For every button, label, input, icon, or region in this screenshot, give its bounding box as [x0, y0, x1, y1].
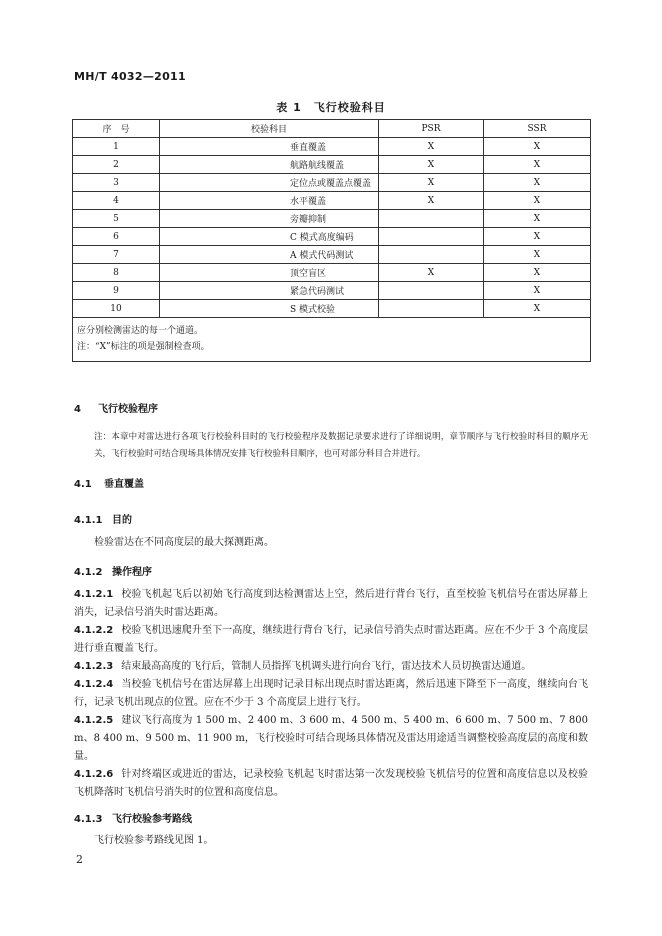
paragraph-text: 校验飞机起飞后以初始飞行高度到达检测雷达上空，然后进行背台飞行，直至校验飞机信号在雷达屏幕上消失，记录信号消失时雷达距离。: [74, 589, 588, 618]
section-4-note: 注：本章中对雷达进行各项飞行校验科目时的飞行校验程序及数据记录要求进行了详细说明，章节顺序与飞行校验时科目的顺序无关，飞行校验时可结合现场具体情况安排飞行校验科目顺序，也可对部分科目合并进行。: [94, 432, 588, 459]
table-row: [73, 282, 591, 300]
table-note-1: 应分别检测雷达的每一个通道。: [77, 326, 204, 336]
table-note-2: 注：“X”标注的项是强制检查项。: [77, 342, 210, 352]
row-subject: C 模式高度编码: [160, 228, 379, 246]
table-row: [73, 138, 591, 156]
row-psr: X: [379, 264, 484, 282]
paragraph-text: 当校验飞机信号在雷达屏幕上出现时记录目标出现点时雷达距离，然后迅速下降至下一高度，继续向台飞行，记录飞机出现点的位置。应在不少于 3 个高度层上进行飞行。: [74, 679, 588, 708]
section-4-1-heading: [74, 475, 144, 490]
row-psr: [379, 282, 484, 300]
row-psr: [379, 210, 484, 228]
row-psr: [379, 246, 484, 264]
row-ssr: X: [484, 210, 591, 228]
row-no: 10: [73, 300, 160, 318]
row-subject: 顶空盲区: [160, 264, 379, 282]
paragraph-number: 4.1.2.3: [74, 661, 114, 672]
row-no: 9: [73, 282, 160, 300]
table-row: [73, 192, 591, 210]
paragraph-4-1-2-6: [74, 766, 588, 802]
section-4-1-1-text: 检验雷达在不同高度层的最大探测距离。: [94, 537, 274, 548]
paragraph-4-1-2-5: [74, 712, 588, 766]
table-row: [73, 264, 591, 282]
row-subject: 水平覆盖: [160, 192, 379, 210]
row-ssr: X: [484, 138, 591, 156]
row-ssr: X: [484, 282, 591, 300]
table-row: [73, 156, 591, 174]
table-header-row: [73, 120, 591, 138]
header-subject: 校验科目: [160, 120, 379, 138]
paragraph-text: 结束最高高度的飞行后，管制人员指挥飞机调头进行向台飞行，雷达技术人员切换雷达通道。: [121, 661, 532, 672]
row-no: 3: [73, 174, 160, 192]
doc-code: MH/T 4032—2011: [74, 70, 186, 83]
paragraph-number: 4.1.2.4: [74, 679, 114, 690]
row-psr: [379, 228, 484, 246]
table-row: [73, 246, 591, 264]
row-no: 7: [73, 246, 160, 264]
section-4-1-2-title: 操作程序: [112, 567, 152, 578]
table-notes-row: [73, 318, 591, 362]
section-4-1-2-number: 4.1.2: [74, 567, 103, 578]
section-4-1-1-title: 目的: [112, 515, 132, 526]
row-subject: 定位点或覆盖点覆盖: [160, 174, 379, 192]
section-4-1-3-heading: [74, 810, 192, 825]
row-no: 4: [73, 192, 160, 210]
row-psr: X: [379, 156, 484, 174]
row-no: 6: [73, 228, 160, 246]
paragraph-text: 针对终端区或进近的雷达，记录校验飞机起飞时雷达第一次发现校验飞机信号的位置和高度信息以及校验飞机降落时飞机信号消失时的位置和高度信息。: [74, 769, 588, 798]
paragraph-number: 4.1.2.1: [74, 589, 114, 600]
paragraph-4-1-2-2: [74, 622, 588, 658]
page-number: 2: [76, 853, 83, 866]
paragraph-text: 校验飞机迅速爬升至下一高度，继续进行背台飞行，记录信号消失点时雷达距离。应在不少于 3 个高度层进行垂直覆盖飞行。: [74, 625, 588, 654]
row-ssr: X: [484, 264, 591, 282]
paragraph-number: 4.1.2.2: [74, 625, 114, 636]
row-no: 2: [73, 156, 160, 174]
row-psr: [379, 300, 484, 318]
row-psr: X: [379, 192, 484, 210]
paragraph-text: 建议飞行高度为 1 500 m、2 400 m、3 600 m、4 500 m、5 400 m、6 600 m、7 500 m、7 800 m、8 400 m、9 500 m、11 900 m，飞行校验时可结合现场具体情况及雷达用途适当调整校验高度层的高度和数量。: [74, 715, 588, 762]
section-4-title: 飞行校验程序: [98, 404, 158, 415]
row-no: 1: [73, 138, 160, 156]
paragraph-4-1-2-3: [74, 658, 588, 676]
row-subject: A 模式代码测试: [160, 246, 379, 264]
section-4-1-2-heading: [74, 563, 152, 578]
section-4-1-3-number: 4.1.3: [74, 814, 103, 825]
row-subject: S 模式校验: [160, 300, 379, 318]
row-ssr: X: [484, 156, 591, 174]
header-no: 序 号: [73, 120, 160, 138]
section-4-1-3-title: 飞行校验参考路线: [112, 814, 192, 825]
row-ssr: X: [484, 300, 591, 318]
row-subject: 垂直覆盖: [160, 138, 379, 156]
section-4-1-title: 垂直覆盖: [104, 479, 144, 490]
row-ssr: X: [484, 174, 591, 192]
flight-check-items-table: [72, 119, 591, 362]
section-4-number: 4: [74, 404, 81, 415]
paragraph-4-1-2-4: [74, 676, 588, 712]
header-psr: PSR: [379, 120, 484, 138]
row-no: 8: [73, 264, 160, 282]
row-subject: 旁瓣抑制: [160, 210, 379, 228]
row-ssr: X: [484, 246, 591, 264]
section-4-1-1-heading: [74, 511, 132, 526]
section-4-1-3-text: 飞行校验参考路线见图 1。: [94, 835, 214, 846]
section-4-heading: [74, 400, 158, 415]
table-row: [73, 210, 591, 228]
paragraph-number: 4.1.2.5: [74, 715, 114, 726]
section-4-1-number: 4.1: [74, 479, 92, 490]
header-ssr: SSR: [484, 120, 591, 138]
paragraph-number: 4.1.2.6: [74, 769, 114, 780]
table-row: [73, 228, 591, 246]
row-no: 5: [73, 210, 160, 228]
row-ssr: X: [484, 228, 591, 246]
table-body: [73, 138, 591, 362]
paragraph-4-1-2-1: [74, 586, 588, 622]
table-row: [73, 174, 591, 192]
row-subject: 航路航线覆盖: [160, 156, 379, 174]
row-subject: 紧急代码测试: [160, 282, 379, 300]
row-ssr: X: [484, 192, 591, 210]
row-psr: X: [379, 138, 484, 156]
section-4-1-1-number: 4.1.1: [74, 515, 103, 526]
row-psr: X: [379, 174, 484, 192]
table-caption: 表 1 飞行校验科目: [276, 101, 386, 114]
table-row: [73, 300, 591, 318]
table-notes: [73, 318, 591, 362]
